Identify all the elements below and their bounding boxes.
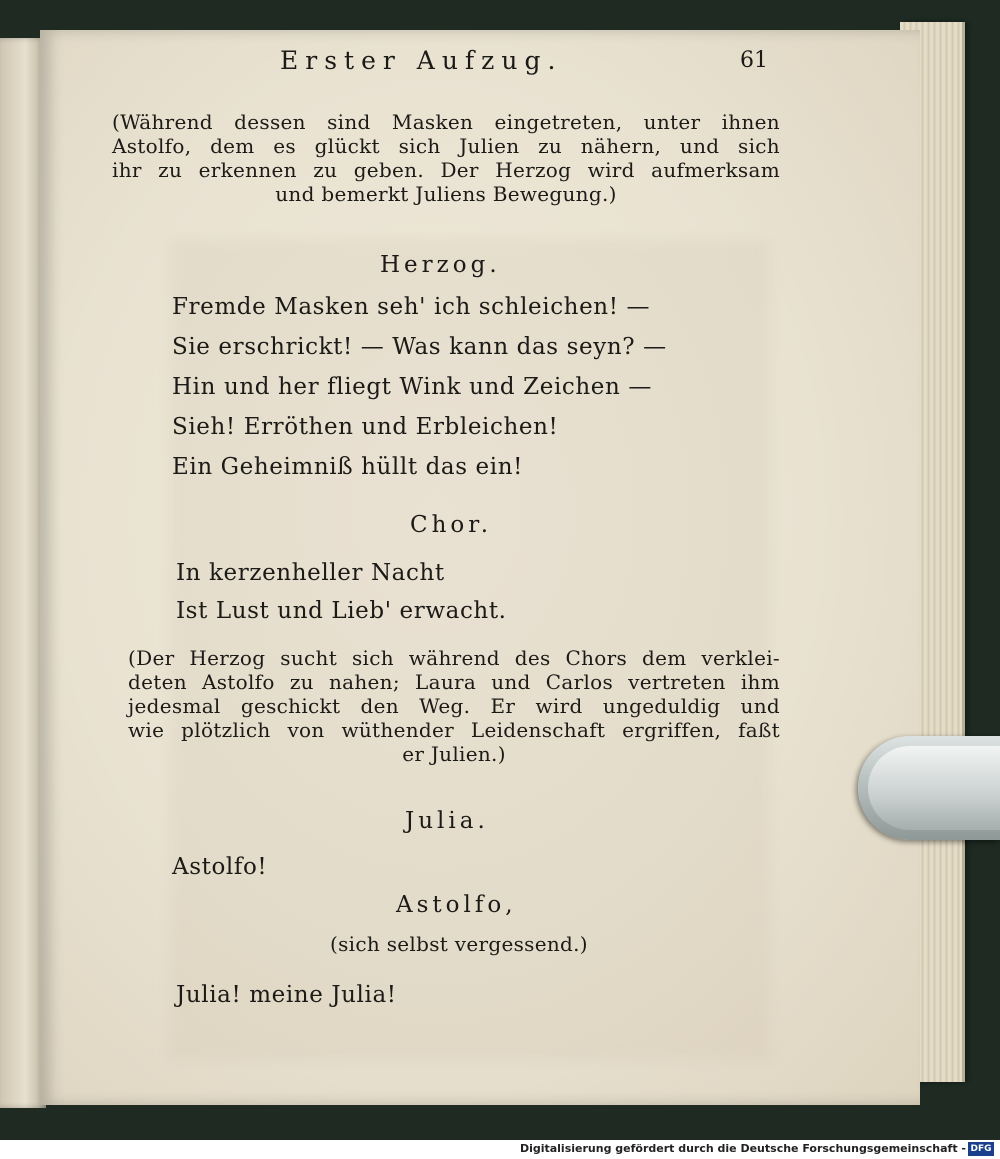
stage-direction-1 (112, 110, 780, 206)
dfg-logo: DFG (968, 1142, 994, 1156)
stage-direction-line: deten Astolfo zu nahen; Laura und Carlos vertreten ihm (128, 670, 780, 694)
verse-line: Sieh! Erröthen und Erbleichen! (172, 414, 559, 440)
stage-direction-line: und bemerkt Juliens Bewegung.) (275, 182, 617, 206)
stage-direction-line: Astolfo, dem es glückt sich Julien zu nähern, und sich (112, 134, 780, 158)
page-clip (858, 736, 1000, 840)
stage-direction-line: (Der Herzog sucht sich während des Chors dem verklei- (128, 646, 780, 670)
speaker-chor: Chor. (410, 512, 493, 538)
speaker-herzog: Herzog. (380, 252, 501, 278)
stage-direction-line: er Julien.) (402, 742, 506, 766)
speaker-astolfo: Astolfo, (396, 892, 517, 918)
footer-credit: Digitalisierung gefördert durch die Deutsche Forschungsgemeinschaft - (519, 1142, 966, 1155)
speaker-julia: Julia. (405, 808, 489, 834)
footer-bar (0, 1140, 1000, 1159)
verse-line: Ist Lust und Lieb' erwacht. (176, 598, 507, 624)
verse-line: Julia! meine Julia! (176, 982, 397, 1008)
verse-line: Astolfo! (172, 854, 268, 880)
page-number: 61 (740, 48, 768, 73)
stage-direction-line: jedesmal geschickt den Weg. Er wird ungeduldig und (128, 694, 780, 718)
stage-direction-line: wie plötzlich von wüthender Leidenschaft ergriffen, faßt (128, 718, 780, 742)
verse-line: Sie erschrickt! — Was kann das seyn? — (172, 334, 667, 360)
stage-direction-2 (128, 646, 780, 766)
verse-line: Ein Geheimniß hüllt das ein! (172, 454, 523, 480)
verse-line: In kerzenheller Nacht (176, 560, 445, 586)
running-header: Erster Aufzug. (280, 46, 563, 75)
aside: (sich selbst vergessend.) (330, 932, 588, 956)
verse-line: Hin und her fliegt Wink und Zeichen — (172, 374, 652, 400)
stage-direction-line: ihr zu erkennen zu geben. Der Herzog wird aufmerksam (112, 158, 780, 182)
stage-direction-line: (Während dessen sind Masken eingetreten, unter ihnen (112, 110, 780, 134)
verse-line: Fremde Masken seh' ich schleichen! — (172, 294, 651, 320)
